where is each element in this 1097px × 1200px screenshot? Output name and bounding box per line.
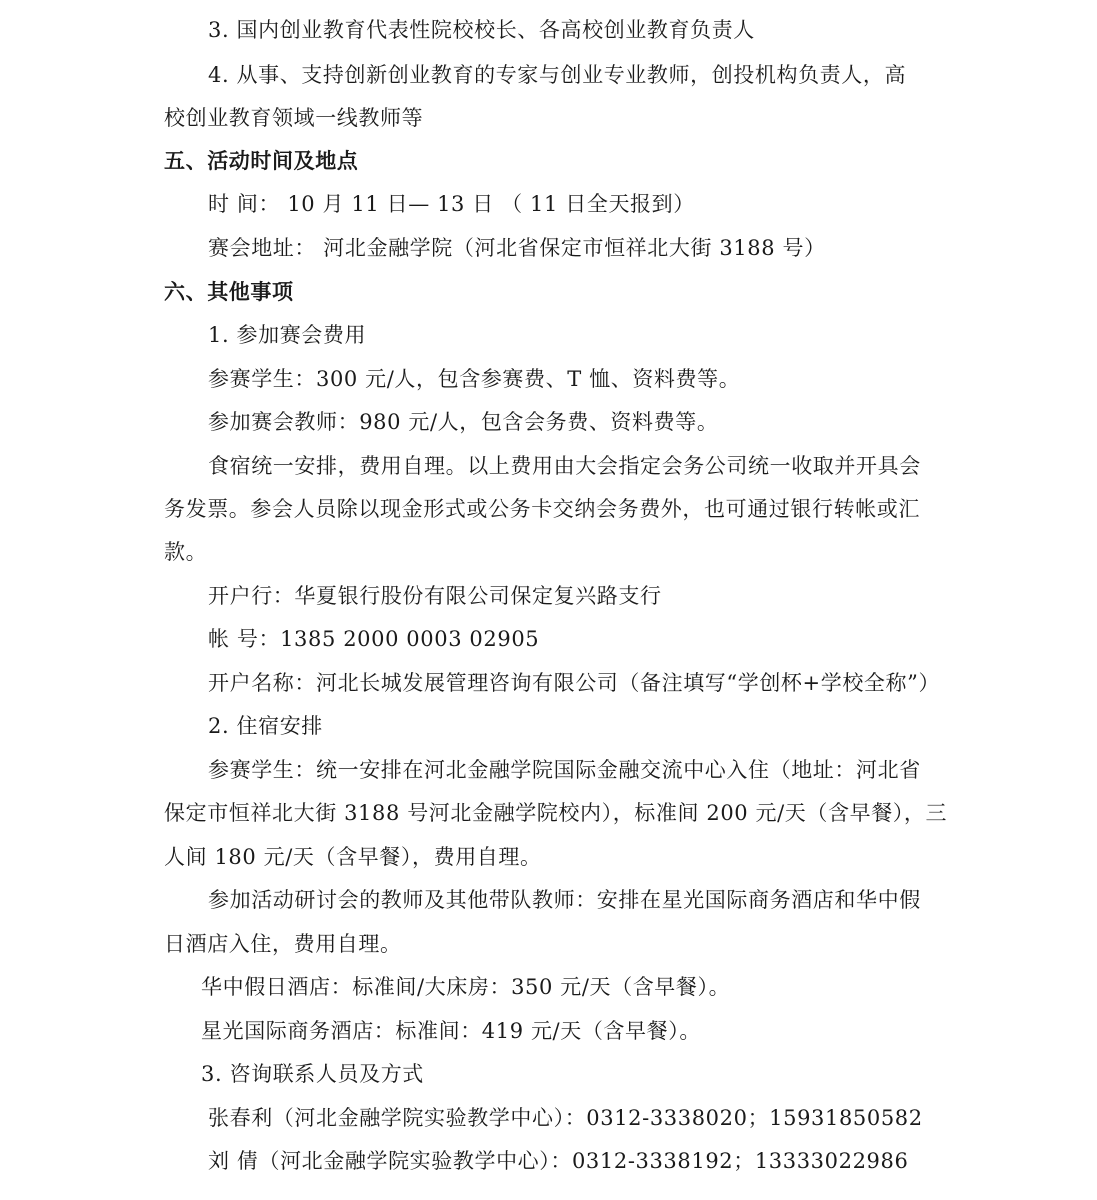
text-line: 1. 参加赛会费用 — [208, 323, 367, 347]
text-line: 时 间： 10 月 11 日— 13 日 （ 11 日全天报到） — [208, 192, 695, 216]
text-line: 刘 倩（河北金融学院实验教学中心）：0312-3338192；13333022986 — [208, 1149, 909, 1173]
text-line: 赛会地址： 河北金融学院（河北省保定市恒祥北大街 3188 号） — [208, 236, 826, 260]
text-line: 务发票。参会人员除以现金形式或公务卡交纳会务费外，也可通过银行转帐或汇 — [164, 497, 920, 521]
text-line: 开户名称：河北长城发展管理咨询有限公司（备注填写“学创杯+学校全称”） — [208, 671, 941, 695]
text-line: 3. 国内创业教育代表性院校校长、各高校创业教育负责人 — [208, 18, 755, 42]
text-line: 保定市恒祥北大街 3188 号河北金融学院校内），标准间 200 元/天（含早餐），三 — [164, 801, 948, 825]
text-line: 日酒店入住，费用自理。 — [164, 932, 402, 956]
text-line: 华中假日酒店：标准间/大床房：350 元/天（含早餐）。 — [201, 975, 731, 999]
text-line: 人间 180 元/天（含早餐），费用自理。 — [164, 845, 542, 869]
text-line: 参加赛会教师：980 元/人，包含会务费、资料费等。 — [208, 410, 719, 434]
text-line: 参赛学生：300 元/人，包含参赛费、T 恤、资料费等。 — [208, 367, 741, 391]
section-heading: 六、其他事项 — [164, 280, 294, 304]
text-line: 参赛学生：统一安排在河北金融学院国际金融交流中心入住（地址：河北省 — [208, 758, 921, 782]
text-line: 校创业教育领域一线教师等 — [164, 106, 424, 130]
text-line: 食宿统一安排，费用自理。以上费用由大会指定会务公司统一收取并开具会 — [208, 454, 921, 478]
text-line: 开户行：华夏银行股份有限公司保定复兴路支行 — [208, 584, 662, 608]
text-line: 帐 号：1385 2000 0003 02905 — [208, 627, 540, 651]
section-heading: 五、活动时间及地点 — [164, 149, 359, 173]
text-line: 张春利（河北金融学院实验教学中心）：0312-3338020；15931850582 — [208, 1106, 923, 1130]
text-line: 3. 咨询联系人员及方式 — [201, 1062, 424, 1086]
text-line: 2. 住宿安排 — [208, 714, 323, 738]
text-line: 4. 从事、支持创新创业教育的专家与创业专业教师，创投机构负责人，高 — [208, 63, 907, 87]
text-line: 款。 — [164, 540, 208, 564]
text-line: 星光国际商务酒店：标准间：419 元/天（含早餐）。 — [201, 1019, 701, 1043]
text-line: 参加活动研讨会的教师及其他带队教师：安排在星光国际商务酒店和华中假 — [208, 888, 921, 912]
